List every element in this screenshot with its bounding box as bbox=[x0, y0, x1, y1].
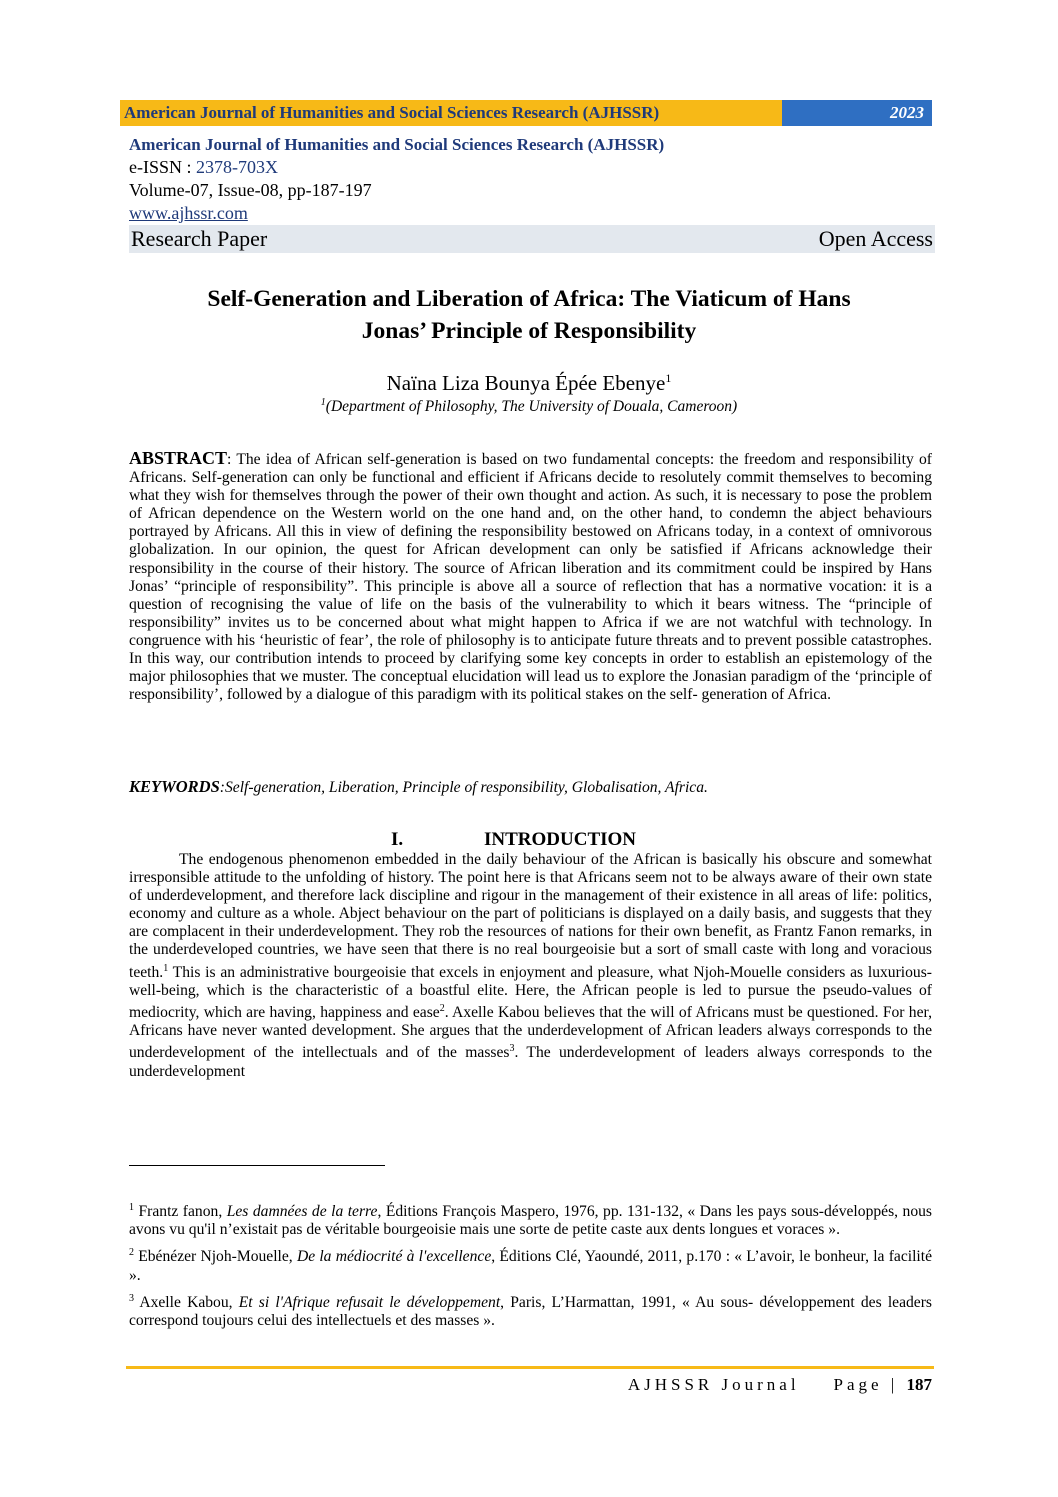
keywords bbox=[129, 778, 932, 797]
journal-name: American Journal of Humanities and Social Sciences Research (AJHSSR) bbox=[129, 135, 665, 154]
abstract-text: : The idea of African self-generation is based on two fundamental concepts: the freedom and responsibility of Africans. Self-generation can only be functional and efficient if Africans decide to resolutely commit themselves to becoming what they wish for themselves through the power of their own thought and action. As such, it is necessary to pose the problem of African dependence on the Western world on the one hand and, on the other hand, to condemn the abject behaviours portrayed by Africans. All this in view of defining the responsibility bestowed on Africans today, in a context of omnivorous globalization. In our opinion, the quest for African development can only be satisfied if Africans acknowledge their responsibility in the course of their history. The source of African liberation and its commitment could be inspired by Hans Jonas’ “principle of responsibility”. This principle is above all a source of reflection that has a normative vocation: it is a question of recognising the value of life on the basis of the vulnerability to which it bears witness. The “principle of responsibility” invites us to be concerned about what might happen to Africa if we are not watchful with technology. In congruence with his ‘heuristic of fear’, the role of philosophy is to anticipate future threats and to prevent possible catastrophes. In this way, our contribution intends to proceed by clarifying some key concepts in order to establish an epistemology of the major philosophies that we muster. The conceptual elucidation will lead us to explore the Jonasian paradigm of the ‘principle of responsibility’, followed by a dialogue of this paradigm with its political stakes on the self- generation of Africa. bbox=[129, 451, 932, 704]
footnote-ref-2[interactable]: 2 bbox=[439, 1002, 445, 1014]
footer-page-label: Page | bbox=[833, 1375, 907, 1394]
page-number: 187 bbox=[906, 1375, 932, 1394]
author-name: Naïna Liza Bounya Épée Ebenye bbox=[386, 371, 666, 395]
introduction-paragraph bbox=[129, 851, 932, 1081]
footnote-1 bbox=[129, 1199, 932, 1239]
journal-info bbox=[129, 134, 935, 253]
affiliation-text: (Department of Philosophy, The University of Douala, Cameroon) bbox=[325, 398, 738, 416]
footnote-work-title: Et si l'Afrique refusait le développement bbox=[238, 1293, 501, 1311]
footnote-3 bbox=[129, 1290, 932, 1330]
access-type: Open Access bbox=[818, 226, 933, 251]
footnote-text: , Paris, L’Harmattan, 1991, « Au sous- développement des leaders correspond toujours celui des intellectuels et des masses ». bbox=[129, 1293, 932, 1330]
footnote-text: Ebénézer Njoh-Mouelle, bbox=[134, 1248, 297, 1266]
footnote-text: , Éditions Clé, Yaoundé, 2011, p.170 : « L’avoir, le bonheur, la facilité ». bbox=[129, 1248, 932, 1284]
footnote-work-title: De la médiocrité à l'excellence bbox=[296, 1248, 492, 1266]
running-header-band bbox=[120, 100, 932, 126]
footnote-divider bbox=[129, 1165, 385, 1166]
affiliation-superscript: 1 bbox=[320, 397, 326, 408]
footnote-ref-3[interactable]: 3 bbox=[509, 1043, 515, 1055]
abstract-label: ABSTRACT bbox=[129, 448, 228, 468]
section-number: I. bbox=[391, 829, 404, 850]
abstract bbox=[129, 449, 932, 704]
footnote-work-title: Les damnées de la terre bbox=[226, 1203, 378, 1221]
article-title bbox=[120, 283, 938, 347]
running-header-title: American Journal of Humanities and Social Sciences Research (AJHSSR) bbox=[120, 100, 782, 126]
volume-line: Volume-07, Issue-08, pp-187-197 bbox=[129, 180, 372, 200]
author-superscript: 1 bbox=[665, 371, 672, 385]
issn-label: e-ISSN : bbox=[129, 157, 196, 177]
keywords-label: KEYWORDS bbox=[129, 777, 220, 796]
footnote-number: 3 bbox=[129, 1292, 134, 1304]
author-line bbox=[120, 366, 938, 395]
footnote-2 bbox=[129, 1244, 932, 1284]
footnote-number: 1 bbox=[129, 1202, 134, 1213]
footnote-text: , Éditions François Maspero, 1976, pp. 131-132, « Dans les pays sous-développés, nous avons vu qu'il n’existait pas de véritable bourgeoisie mais une sorte de petite caste aux dents longues et voraces ». bbox=[129, 1203, 932, 1239]
footnote-text: Axelle Kabou, bbox=[134, 1293, 239, 1311]
footnote-ref-1[interactable]: 1 bbox=[163, 962, 169, 974]
page-footer bbox=[126, 1374, 932, 1396]
footnotes bbox=[129, 1199, 932, 1335]
issn-value: 2378-703X bbox=[196, 157, 278, 177]
footer-journal: AJHSSR Journal bbox=[627, 1375, 800, 1394]
paper-type: Research Paper bbox=[131, 226, 268, 251]
keywords-text: :Self-generation, Liberation, Principle of responsibility, Globalisation, Africa. bbox=[219, 779, 708, 796]
intro-text-3: . Axelle Kabou believes that the will of Africans must be questioned. For her, Africans have never wanted development. She argues that the underdevelopment of African leaders always corresponds to the underdevelopment of the intellectuals and of the masses bbox=[129, 1004, 932, 1062]
intro-text-1: The endogenous phenomenon embedded in the daily behaviour of the African is basically his obscure and somewhat irresponsible attitude to the unfolding of history. The point here is that Africans seem not to be always aware of their own state of underdevelopment, and therefore lack discipline and rigour in the management of their existence in all areas of life: politics, economy and culture as a whole. Abject behaviour on the part of politicians is displayed on a daily basis, and suggests that they are complacent in their underdevelopment. They rob the resources of nations for their own benefit, as Frantz Fanon remarks, in the underdeveloped countries, we have seen that there is no real bourgeoisie but a sort of small caste with long and voracious teeth. bbox=[129, 851, 932, 981]
affiliation-line bbox=[120, 393, 938, 417]
title-line-2: Jonas’ Principle of Responsibility bbox=[361, 318, 697, 344]
running-header-year: 2023 bbox=[782, 100, 932, 126]
section-title: INTRODUCTION bbox=[484, 829, 637, 850]
intro-text-4: . The underdevelopment of leaders always corresponds to the underdevelopment bbox=[129, 1044, 933, 1080]
journal-website-link[interactable]: www.ajhssr.com bbox=[129, 203, 248, 223]
footnote-number: 2 bbox=[129, 1247, 134, 1259]
paper-type-bar bbox=[129, 225, 935, 253]
issn-line bbox=[129, 156, 935, 179]
title-line-1: Self-Generation and Liberation of Africa: The Viaticum of Hans bbox=[207, 286, 851, 312]
intro-text-2: This is an administrative bourgeoisie that excels in enjoyment and pleasure, what Njoh-Mouelle considers as luxurious-well-being, which is the characteristic of a boastful elite. Here, the African people is led to pursue the pseudo-values of mediocrity, which are having, happiness and ease bbox=[129, 963, 932, 1022]
footer-divider bbox=[126, 1366, 934, 1369]
footnote-text: Frantz fanon, bbox=[134, 1203, 227, 1221]
